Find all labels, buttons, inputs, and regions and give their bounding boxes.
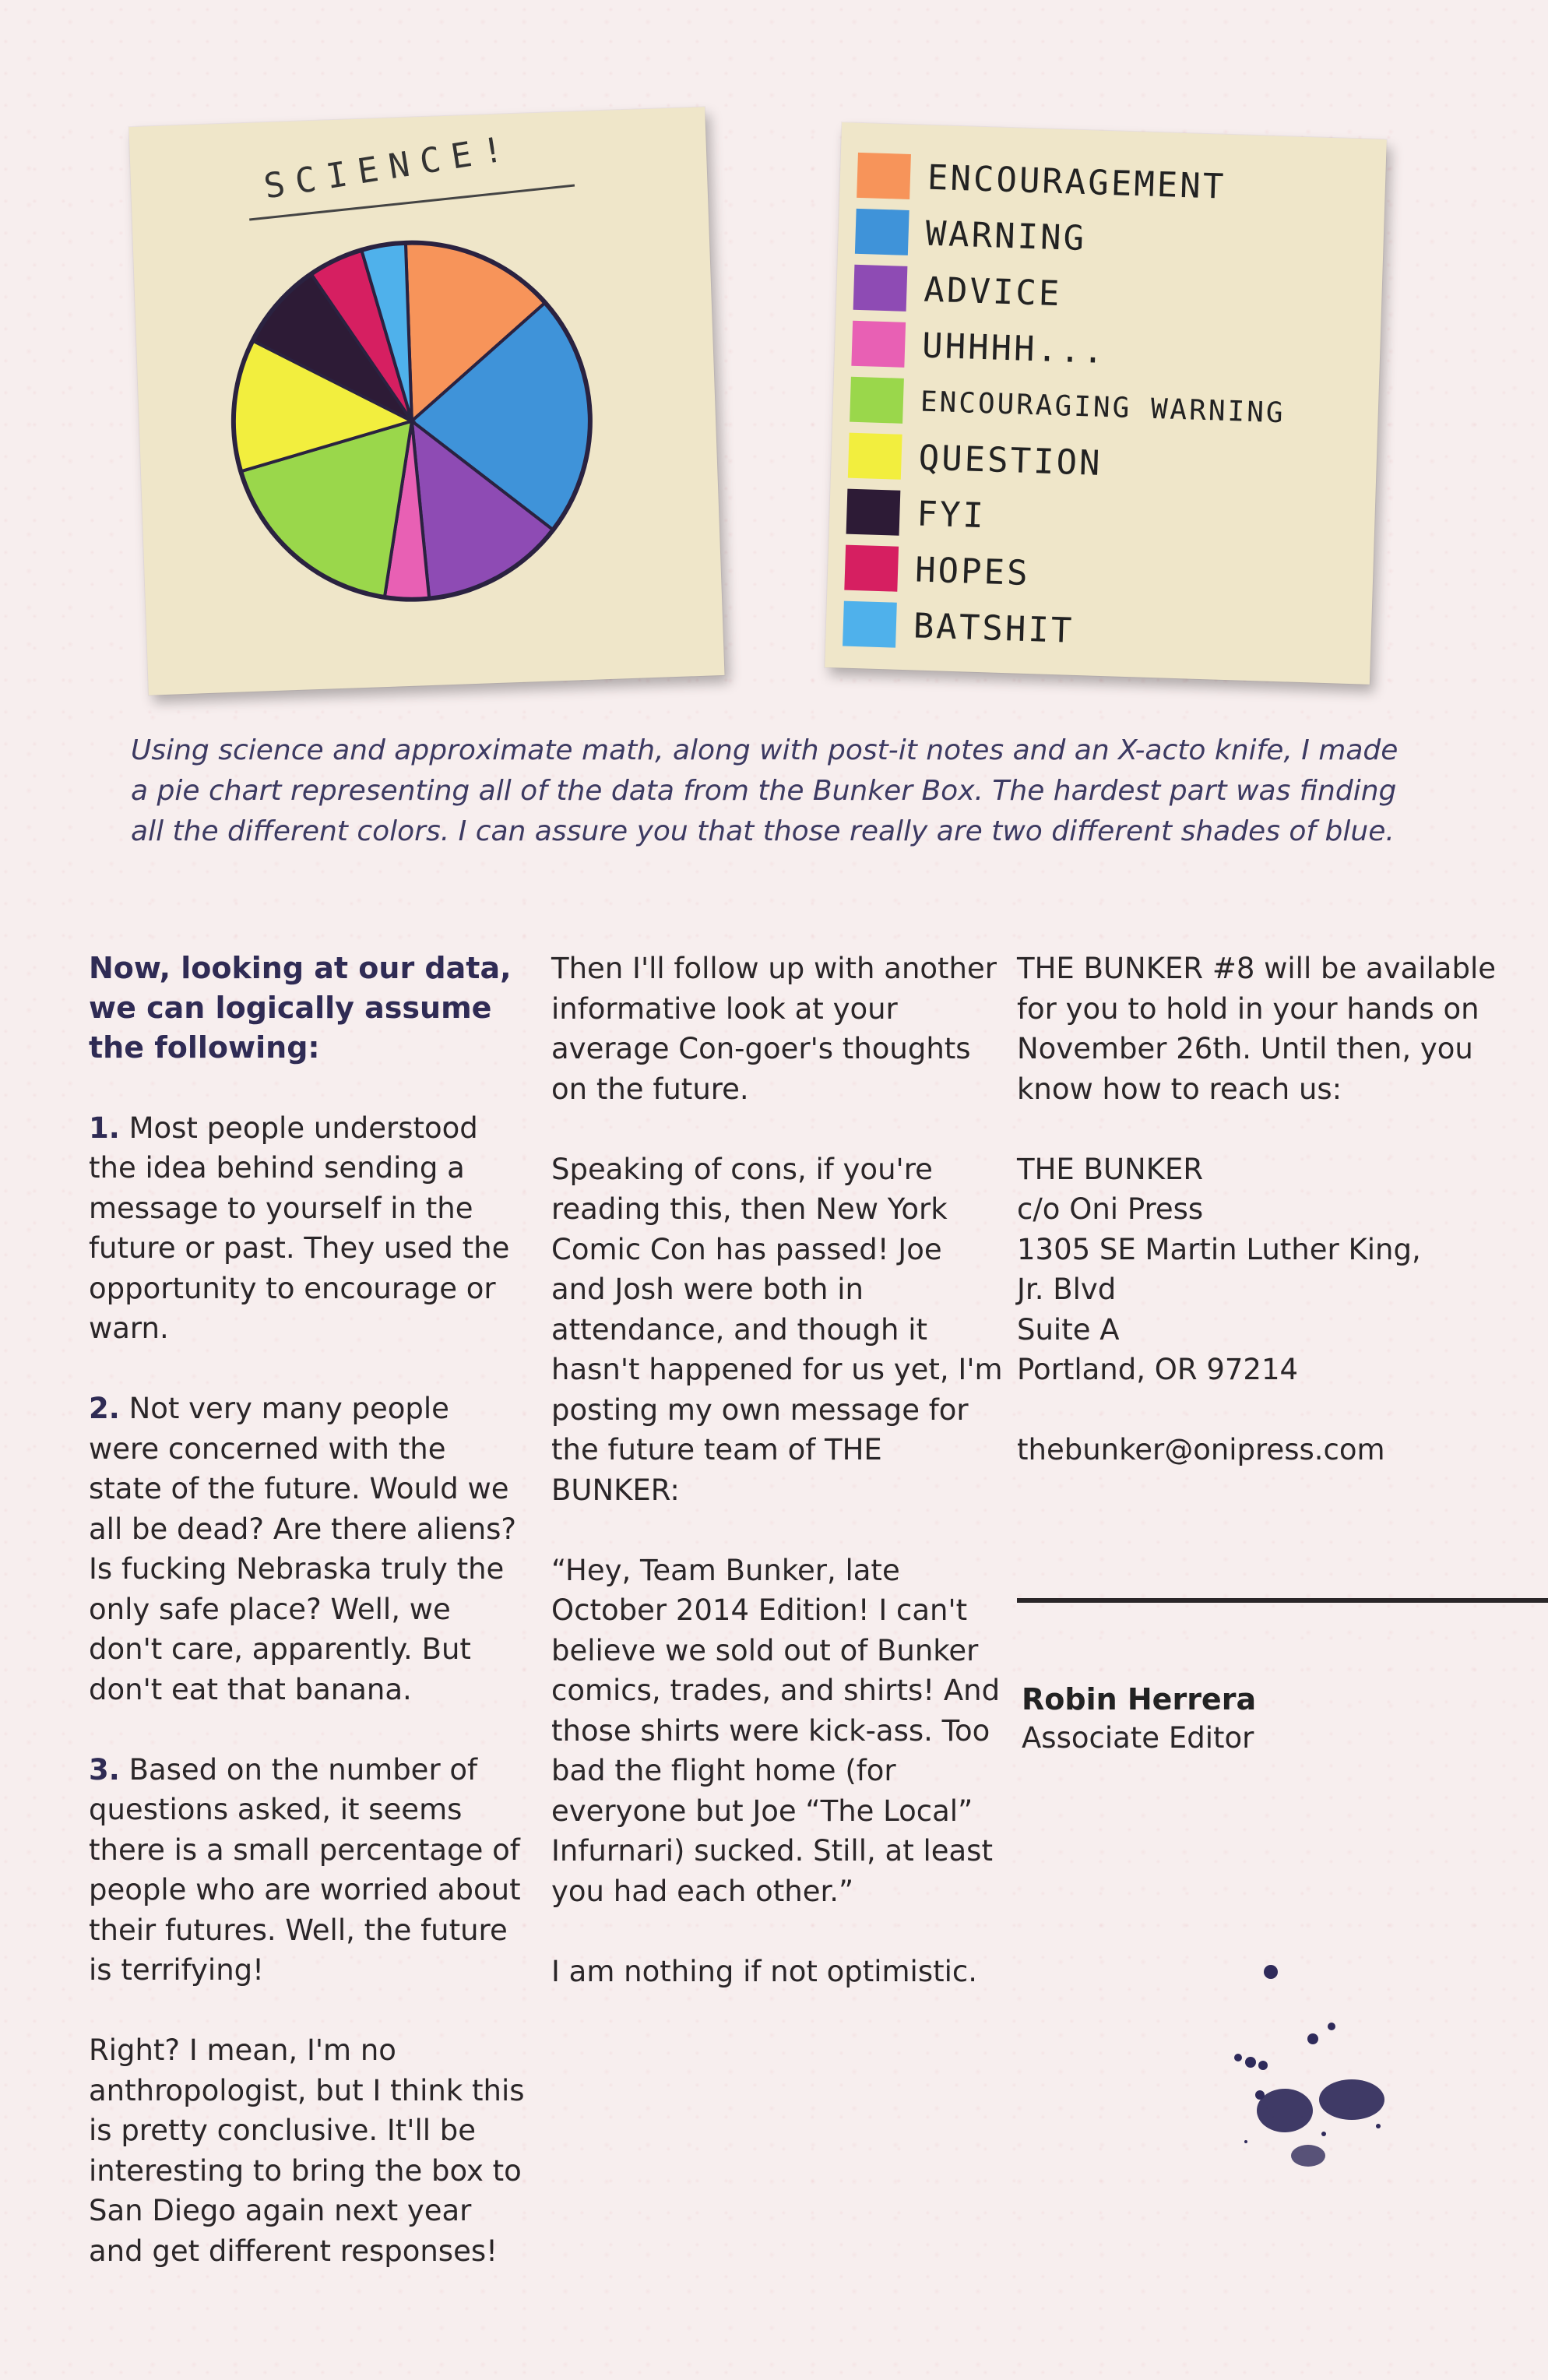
address-line: c/o Oni Press (1017, 1192, 1204, 1226)
pie-chart-note (128, 107, 724, 695)
chart-title: SCIENCE! (261, 128, 517, 207)
column-3 (1017, 949, 1515, 1510)
legend-item (848, 428, 1103, 491)
paragraph: I am nothing if not optimistic. (551, 1954, 977, 1988)
legend-item (846, 484, 987, 544)
point-number: 2. (89, 1392, 120, 1425)
legend-item (843, 597, 1075, 658)
legend-label: BATSHIT (913, 605, 1075, 651)
legend-label: QUESTION (917, 437, 1103, 484)
address-line: Portland, OR 97214 (1017, 1353, 1299, 1386)
point-number: 3. (89, 1752, 120, 1787)
address-line: Jr. Blvd (1017, 1273, 1117, 1306)
column-2 (551, 949, 1003, 2032)
legend-swatch (851, 321, 906, 368)
paragraph: Then I'll follow up with another informative look at your average Con-goer's thoughts on the future. (551, 952, 997, 1106)
legend-label: FYI (916, 493, 987, 536)
point-text: Most people understood the idea behind sending a message to yourself in the future or past. They used the opportunity to encourage or warn. (89, 1111, 510, 1345)
legend-swatch (843, 601, 897, 648)
section-heading: Now, looking at our data, we can logically assume the following: (89, 951, 512, 1065)
divider (1017, 1598, 1548, 1603)
legend-swatch (848, 433, 902, 480)
point-3 (89, 1750, 525, 1991)
ink-splatter-decoration (1223, 1947, 1425, 2181)
closing-paragraph: Right? I mean, I'm no anthropologist, but I think this is pretty conclusive. It'll be interesting to bring the box to San Diego again next year and get different responses! (89, 2033, 525, 2268)
legend-label: ENCOURAGING WARNING (920, 386, 1286, 429)
point-number: 1. (89, 1111, 120, 1145)
legend-label: HOPES (914, 549, 1031, 593)
legend-label: ENCOURAGEMENT (927, 157, 1226, 207)
legend-list (842, 122, 1387, 651)
legend-label: ADVICE (923, 269, 1063, 314)
email-link[interactable]: thebunker@onipress.com (1017, 1433, 1385, 1466)
point-text: Not very many people were concerned with the state of the future. Would we all be dead? Are there aliens? Is fucking Nebraska truly the only safe place? Well, we don't care, apparently. But don't eat that banana. (89, 1392, 517, 1706)
legend-item (855, 204, 1087, 266)
legend-swatch (857, 153, 911, 199)
legend-swatch (846, 489, 901, 536)
legend-item (853, 260, 1062, 321)
quoted-message: “Hey, Team Bunker, late October 2014 Edition! I can't believe we sold out of Bunker comics, trades, and shirts! And those shirts were kick-ass. Too bad the flight home (for everyone but Joe “The Local” Infurnari) sucked. Still, at least you had each other.” (551, 1553, 1001, 1908)
signer-title: Associate Editor (1022, 1721, 1254, 1755)
legend-swatch (853, 265, 908, 312)
legend-swatch (844, 545, 899, 592)
legend-swatch (850, 377, 904, 424)
address-line: Suite A (1017, 1312, 1120, 1347)
legend-item (851, 316, 1106, 378)
legend-label: UHHHH... (921, 326, 1106, 371)
legend-label: WARNING (924, 213, 1087, 259)
address-line: THE BUNKER (1017, 1152, 1204, 1186)
column-1 (89, 949, 525, 2311)
legend-item (844, 540, 1031, 600)
point-2 (89, 1389, 525, 1709)
legend-swatch (855, 209, 909, 255)
point-text: Based on the number of questions asked, it seems there is a small percentage of people who are worried about their futures. Well, the future is terrifying! (89, 1752, 521, 1987)
release-info: THE BUNKER #8 will be available for you to hold in your hands on November 26th. Until then, you know how to reach us: (1017, 952, 1496, 1106)
pie-chart (219, 227, 605, 614)
mailing-address (1017, 1150, 1515, 1390)
caption: Using science and approximate math, along with post-it notes and an X-acto knife, I made a pie chart representing all of the data from the Bunker Box. The hardest part was finding all the different colors. I can assure you that those really are two different shades of blue. (131, 734, 1398, 847)
legend-note (825, 122, 1387, 685)
point-1 (89, 1108, 525, 1349)
signer-name: Robin Herrera (1022, 1682, 1257, 1716)
address-line: 1305 SE Martin Luther King, (1017, 1232, 1421, 1266)
paragraph: Speaking of cons, if you're reading this, then New York Comic Con has passed! Joe and Josh were both in attendance, and though it hasn't happened for us yet, I'm posting my own message for the future team of THE BUNKER: (551, 1152, 1003, 1507)
legend-item (857, 148, 1226, 214)
